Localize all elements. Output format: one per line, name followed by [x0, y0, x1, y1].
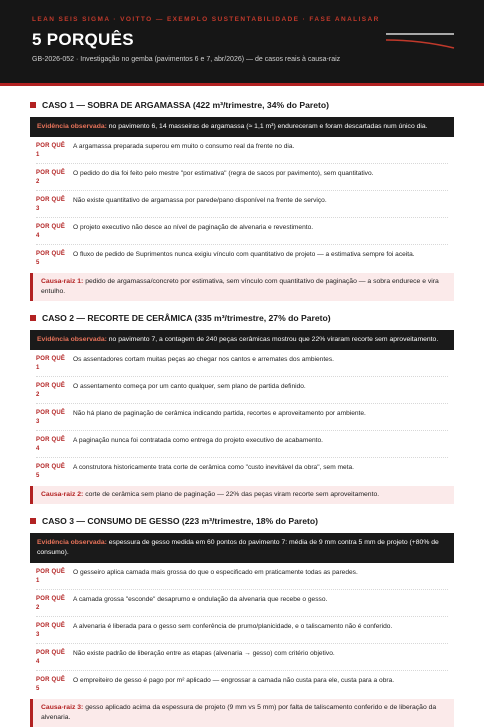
evidence-text: espessura de gesso medida em 60 pontos do pavimento 7: média de 9 mm contra 5 mm de projeto (+80% de consumo). [37, 539, 439, 557]
why-number: 4 [36, 658, 40, 665]
why-label-text: POR QUÊ [36, 595, 66, 602]
case-title [30, 516, 454, 526]
why-row [36, 617, 448, 644]
why-row [36, 191, 448, 218]
why-text: A construtora historicamente trata corte de cerâmica como "custo inevitável da obra", sem meta. [73, 464, 355, 472]
why-number: 5 [36, 685, 40, 692]
whys-list [30, 563, 454, 697]
why-text: A paginação nunca foi contratada como entrega do projeto executivo de acabamento. [73, 437, 324, 445]
root-cause-text: gesso aplicado acima da espessura de projeto (9 mm vs 5 mm) por falta de taliscamento conferido e de liberação da alvenaria. [41, 703, 437, 722]
why-number: 5 [36, 473, 40, 480]
why-row [36, 671, 448, 697]
why-label-text: POR QUÊ [36, 250, 66, 257]
why-label-text: POR QUÊ [36, 142, 66, 149]
whys-list [30, 137, 454, 271]
root-cause-label: Causa-raiz 1: [41, 277, 84, 285]
square-bullet-icon [30, 518, 36, 524]
why-label [36, 409, 73, 427]
why-number: 3 [36, 419, 40, 426]
why-row [36, 350, 448, 377]
why-label [36, 463, 73, 481]
why-label [36, 250, 73, 268]
why-number: 4 [36, 446, 40, 453]
square-bullet-icon [30, 315, 36, 321]
why-text: Os assentadores cortam muitas peças ao chegar nos cantos e arremates dos ambientes. [73, 356, 334, 364]
why-label [36, 382, 73, 400]
why-row [36, 137, 448, 164]
why-text: A alvenaria é liberada para o gesso sem conferência de prumo/planicidade, e o taliscamento não é conferido. [73, 622, 393, 630]
why-row [36, 218, 448, 245]
swoosh-logo-icon [384, 26, 456, 50]
why-label [36, 595, 73, 613]
why-number: 3 [36, 205, 40, 212]
why-number: 2 [36, 392, 40, 399]
main-content [0, 86, 484, 727]
why-label-text: POR QUÊ [36, 196, 66, 203]
why-text: Não existe quantitativo de argamassa por parede/pano disponível na frente de serviço. [73, 196, 327, 204]
why-text: Não há plano de paginação de cerâmica indicando partida, recortes e aproveitamento por ambiente. [73, 410, 366, 418]
why-number: 3 [36, 631, 40, 638]
why-row [36, 377, 448, 404]
why-text: A argamassa preparada superou em muito o consumo real da frente no dia. [73, 142, 295, 150]
why-label [36, 568, 73, 586]
why-label-text: POR QUÊ [36, 464, 66, 471]
whys-list [30, 350, 454, 484]
why-label-text: POR QUÊ [36, 622, 66, 629]
square-bullet-icon [30, 102, 36, 108]
case-title-text: CASO 3 — CONSUMO DE GESSO (223 m³/trimestre, 18% do Pareto) [42, 516, 319, 527]
evidence-box [30, 533, 454, 563]
evidence-box [30, 330, 454, 350]
root-cause-label: Causa-raiz 2: [41, 491, 84, 499]
evidence-box [30, 117, 454, 137]
case-3 [30, 516, 454, 727]
why-number: 4 [36, 232, 40, 239]
why-number: 1 [36, 151, 40, 158]
why-number: 2 [36, 604, 40, 611]
why-label [36, 622, 73, 640]
why-text: O gesseiro aplica camada mais grossa do que o especificado em praticamente todas as paredes. [73, 568, 358, 576]
case-title-text: CASO 2 — RECORTE DE CERÂMICA (335 m³/trimestre, 27% do Pareto) [42, 313, 331, 324]
page-header [0, 0, 484, 86]
root-cause-box [30, 486, 454, 504]
why-label-text: POR QUÊ [36, 676, 66, 683]
why-row [36, 458, 448, 484]
why-label-text: POR QUÊ [36, 568, 66, 575]
why-text: O assentamento começa por um canto qualquer, sem plano de partida definido. [73, 383, 306, 391]
why-label-text: POR QUÊ [36, 223, 66, 230]
root-cause-label: Causa-raiz 3: [41, 703, 84, 711]
why-text: O fluxo de pedido de Suprimentos nunca exigiu vínculo com quantitativo de projeto — a estimativa sempre foi aceita. [73, 250, 415, 258]
why-label [36, 196, 73, 214]
case-title [30, 100, 454, 110]
why-label-text: POR QUÊ [36, 356, 66, 363]
why-label [36, 169, 73, 187]
page-title: 5 PORQUÊS [32, 30, 134, 49]
why-number: 5 [36, 259, 40, 266]
root-cause-text: corte de cerâmica sem plano de paginação — 22% das peças viram recorte sem aproveitamento. [85, 491, 380, 499]
why-label [36, 142, 73, 160]
why-text: Não existe padrão de liberação entre as etapas (alvenaria → gesso) com critério objetivo. [73, 649, 335, 657]
why-row [36, 644, 448, 671]
why-row [36, 431, 448, 458]
why-label [36, 436, 73, 454]
case-title-text: CASO 1 — SOBRA DE ARGAMASSA (422 m³/trimestre, 34% do Pareto) [42, 100, 329, 110]
why-text: O projeto executivo não desce ao nível de paginação de alvenaria e revestimento. [73, 223, 314, 231]
evidence-label: Evidência observada: [37, 123, 107, 130]
root-cause-box [30, 699, 454, 727]
why-row [36, 590, 448, 617]
evidence-label: Evidência observada: [37, 336, 107, 344]
page-subtitle: GB-2026-052 · Investigação no gemba (pavimentos 6 e 7, abr/2026) — de casos reais à causa-raiz [32, 56, 341, 63]
root-cause-text: pedido de argamassa/concreto por estimativa, sem vínculo com quantitativo de paginação — a sobra endurece e vira entulho. [41, 277, 439, 296]
why-label-text: POR QUÊ [36, 649, 66, 656]
evidence-label: Evidência observada: [37, 539, 107, 547]
case-2 [30, 313, 454, 504]
why-label-text: POR QUÊ [36, 410, 66, 417]
why-label [36, 223, 73, 241]
header-eyebrow: LEAN SEIS SIGMA · VOITTO — EXEMPLO SUSTENTABILIDADE · FASE ANALISAR [32, 16, 380, 23]
why-label-text: POR QUÊ [36, 383, 66, 390]
why-label-text: POR QUÊ [36, 169, 66, 176]
why-number: 1 [36, 577, 40, 584]
why-label [36, 676, 73, 694]
case-1 [30, 100, 454, 301]
evidence-text: no pavimento 7, a contagem de 240 peças cerâmicas mostrou que 22% viraram recorte sem aproveitamento. [108, 336, 439, 344]
why-label-text: POR QUÊ [36, 437, 66, 444]
why-label [36, 355, 73, 373]
why-number: 1 [36, 365, 40, 372]
root-cause-box [30, 273, 454, 301]
why-text: A camada grossa "esconde" desaprumo e ondulação da alvenaria que recebe o gesso. [73, 595, 328, 603]
why-text: O pedido do dia foi feito pelo mestre "por estimativa" (regra de sacos por pavimento), sem quantitativo. [73, 169, 374, 177]
why-row [36, 164, 448, 191]
why-label [36, 649, 73, 667]
evidence-text: no pavimento 6, 14 masseiras de argamassa (≈ 1,1 m³) endureceram e foram descartadas num único dia. [108, 123, 428, 130]
why-row [36, 563, 448, 590]
why-number: 2 [36, 178, 40, 185]
case-title [30, 313, 454, 323]
why-text: O empreiteiro de gesso é pago por m² aplicado — engrossar a camada não custa para ele, custa para a obra. [73, 676, 395, 684]
why-row [36, 404, 448, 431]
why-row [36, 245, 448, 271]
